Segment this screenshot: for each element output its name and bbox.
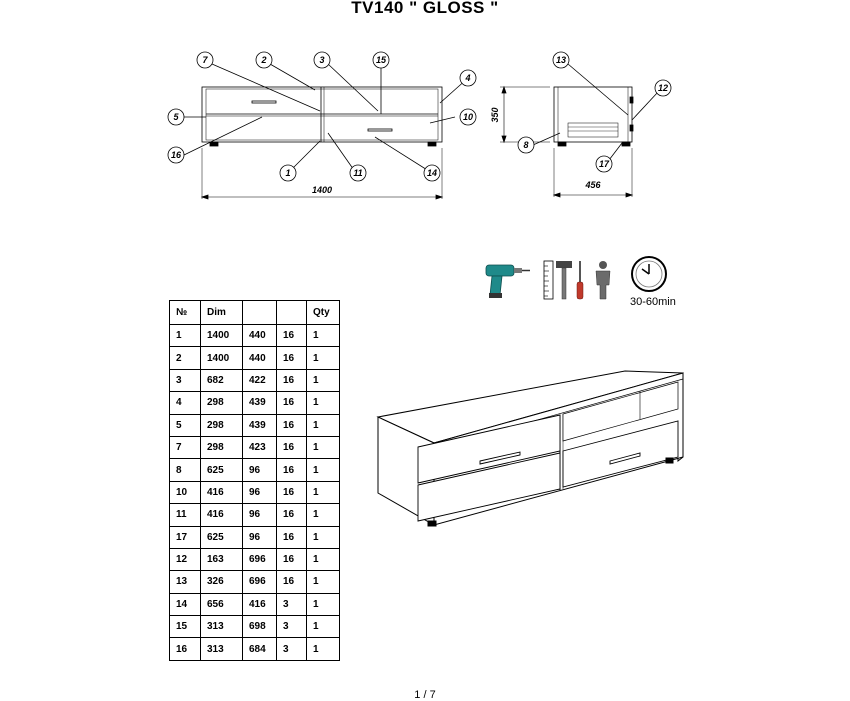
cell-dim-b: 96 [243,459,277,481]
cell-thickness: 16 [277,459,307,481]
cell-number: 16 [170,638,201,660]
cell-number: 5 [170,414,201,436]
cell-thickness: 16 [277,369,307,391]
table-row [170,616,340,638]
callout-2: 2 [261,55,267,65]
cell-thickness: 16 [277,504,307,526]
callout-13: 13 [555,55,567,65]
callout-4: 4 [465,73,471,83]
cell-number: 12 [170,548,201,570]
cell-qty: 1 [307,638,340,660]
callout-5: 5 [173,112,179,122]
cell-thickness: 16 [277,392,307,414]
cell-dim-a: 656 [201,593,243,615]
cell-dim-b: 439 [243,414,277,436]
cell-number: 10 [170,481,201,503]
cell-dim-b: 440 [243,325,277,347]
cell-dim-a: 298 [201,436,243,458]
cell-dim-b: 684 [243,638,277,660]
parts-table-body [170,325,340,661]
callout-17: 17 [598,159,610,169]
table-row [170,526,340,548]
cell-dim-a: 298 [201,392,243,414]
cell-number: 7 [170,436,201,458]
table-row [170,369,340,391]
cell-thickness: 3 [277,616,307,638]
table-row [170,392,340,414]
cell-number: 14 [170,593,201,615]
cell-qty: 1 [307,347,340,369]
hammer-icon [556,261,572,299]
cell-qty: 1 [307,548,340,570]
cell-qty: 1 [307,369,340,391]
cell-dim-a: 298 [201,414,243,436]
cell-qty: 1 [307,526,340,548]
cell-thickness: 16 [277,481,307,503]
cell-dim-a: 416 [201,481,243,503]
cell-dim-b: 96 [243,481,277,503]
cell-qty: 1 [307,325,340,347]
cell-dim-a: 1400 [201,325,243,347]
cell-dim-b: 96 [243,526,277,548]
cell-qty: 1 [307,392,340,414]
callout-8: 8 [523,140,529,150]
cell-dim-b: 416 [243,593,277,615]
cell-number: 4 [170,392,201,414]
table-row [170,459,340,481]
cell-qty: 1 [307,571,340,593]
cell-dim-b: 440 [243,347,277,369]
cell-thickness: 3 [277,593,307,615]
cell-qty: 1 [307,504,340,526]
cell-thickness: 16 [277,325,307,347]
cell-dim-b: 96 [243,504,277,526]
callout-1: 1 [285,168,291,178]
table-row [170,436,340,458]
height-dimension-label: 350 [490,107,500,123]
header-blank-1 [243,301,277,325]
cell-number: 2 [170,347,201,369]
cell-number: 1 [170,325,201,347]
side-view-drawing [488,45,678,205]
cell-dim-a: 625 [201,526,243,548]
cell-dim-b: 422 [243,369,277,391]
table-header-row [170,301,340,325]
cell-qty: 1 [307,481,340,503]
callout-7: 7 [202,55,208,65]
cell-thickness: 16 [277,571,307,593]
header-blank-2 [277,301,307,325]
page-title: TV140 " GLOSS " [351,0,499,17]
cell-dim-b: 423 [243,436,277,458]
table-row [170,548,340,570]
table-row [170,504,340,526]
depth-dimension-label: 456 [585,180,601,190]
table-row [170,571,340,593]
table-row [170,347,340,369]
table-row [170,638,340,660]
cell-dim-a: 1400 [201,347,243,369]
cell-thickness: 16 [277,526,307,548]
cell-dim-a: 326 [201,571,243,593]
cell-thickness: 16 [277,414,307,436]
ruler-icon [544,261,553,299]
cell-dim-a: 313 [201,616,243,638]
cell-qty: 1 [307,593,340,615]
front-view-drawing [160,45,480,205]
cell-qty: 1 [307,436,340,458]
cell-qty: 1 [307,414,340,436]
callout-15: 15 [375,55,387,65]
screwdriver-icon [577,261,583,299]
callout-14: 14 [426,168,438,178]
width-dimension-label: 1400 [311,185,333,195]
cell-thickness: 16 [277,548,307,570]
callout-16: 16 [170,150,182,160]
cell-number: 13 [170,571,201,593]
cell-dim-a: 625 [201,459,243,481]
cell-dim-a: 416 [201,504,243,526]
cell-dim-a: 163 [201,548,243,570]
cell-thickness: 3 [277,638,307,660]
callout-11: 11 [353,168,363,178]
cell-number: 3 [170,369,201,391]
cell-dim-b: 696 [243,571,277,593]
header-dim: Dim [201,301,243,325]
cell-thickness: 16 [277,347,307,369]
table-row [170,481,340,503]
assembly-time-label: 30-60min [630,296,676,308]
clock-icon [632,257,666,291]
cell-dim-b: 439 [243,392,277,414]
callout-12: 12 [657,83,669,93]
callout-10: 10 [462,112,474,122]
cell-number: 8 [170,459,201,481]
header-qty: Qty [307,301,340,325]
callout-3: 3 [319,55,325,65]
page-number: 1 / 7 [414,689,436,701]
cell-thickness: 16 [277,436,307,458]
cell-number: 17 [170,526,201,548]
cell-dim-a: 682 [201,369,243,391]
table-row [170,414,340,436]
person-icon [596,261,610,299]
table-row [170,325,340,347]
cell-number: 11 [170,504,201,526]
cell-dim-b: 698 [243,616,277,638]
cell-number: 15 [170,616,201,638]
cell-dim-a: 313 [201,638,243,660]
drill-icon [486,265,530,298]
header-number: № [170,301,201,325]
cell-dim-b: 696 [243,548,277,570]
cell-qty: 1 [307,459,340,481]
table-row [170,593,340,615]
perspective-drawing [370,365,690,530]
cell-qty: 1 [307,616,340,638]
parts-table [169,300,340,661]
